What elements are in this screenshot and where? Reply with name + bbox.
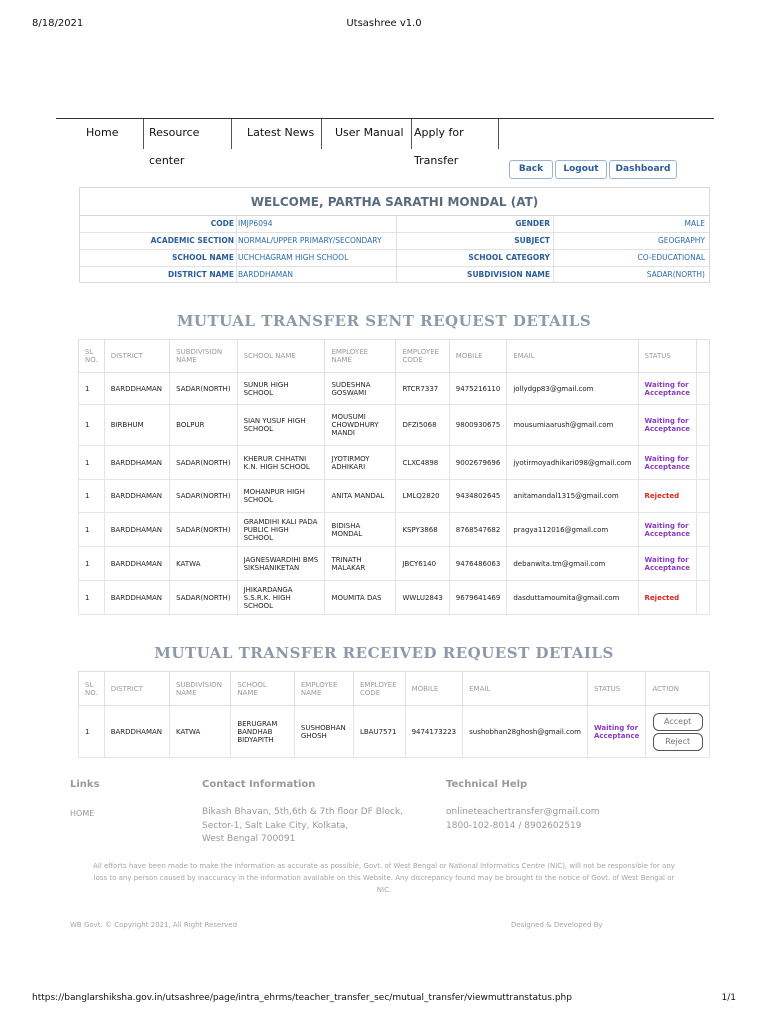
cell-sl: 1 (79, 405, 105, 446)
cell-school: KHERUR CHHATNI K.N. HIGH SCHOOL (237, 446, 325, 480)
cell-code: JBCY6140 (396, 547, 449, 581)
cell-sl: 1 (79, 581, 105, 615)
cell-district: BARDDHAMAN (104, 513, 169, 547)
cell-mobile: 9434802645 (449, 480, 507, 513)
cell-status: Rejected (638, 480, 696, 513)
col-sl-no: SL NO. (79, 672, 105, 706)
cell-subdivision: SADAR(NORTH) (170, 581, 237, 615)
cell-sl: 1 (79, 446, 105, 480)
cell-district: BARDDHAMAN (104, 373, 169, 405)
cell-district: BARDDHAMAN (104, 480, 169, 513)
nav-apply-for-transfer[interactable]: Apply for Transfer (412, 119, 499, 149)
cell-mobile: 9474173223 (405, 706, 463, 758)
cell-status: Waiting for Acceptance (638, 446, 696, 480)
cell-sl: 1 (79, 373, 105, 405)
welcome-heading: WELCOME, PARTHA SARATHI MONDAL (AT) (80, 188, 709, 216)
cell-action (646, 706, 710, 758)
print-url: https://banglarshiksha.gov.in/utsashree/page/intra_ehrms/teacher_transfer_sec/mutual_transfer/viewmuttranstatus.php (32, 993, 572, 1003)
table-row (79, 446, 710, 480)
col-spacer (696, 340, 709, 373)
cell-employee: ANITA MANDAL (325, 480, 396, 513)
cell-subdivision: SADAR(NORTH) (170, 373, 237, 405)
col-mobile: MOBILE (405, 672, 463, 706)
cell-subdivision: KATWA (170, 706, 231, 758)
cell-code: CLXC4898 (396, 446, 449, 480)
col-school-name: SCHOOL NAME (237, 340, 325, 373)
footer-contact-title: Contact Information (202, 779, 316, 790)
cell-subdivision: SADAR(NORTH) (170, 480, 237, 513)
cell-employee: BIDISHA MONDAL (325, 513, 396, 547)
cell-school: BERUGRAM BANDHAB BIDYAPITH (231, 706, 295, 758)
table-row (79, 706, 710, 758)
cell-school: GRAMDIHI KALI PADA PUBLIC HIGH SCHOOL (237, 513, 325, 547)
cell-employee: MOUMITA DAS (325, 581, 396, 615)
sent-requests-table (78, 339, 710, 615)
nav-user-manual[interactable]: User Manual (322, 119, 412, 149)
col-employee-name: EMPLOYEE NAME (325, 340, 396, 373)
profile-row (80, 233, 709, 250)
table-row (79, 405, 710, 446)
copyright-text: WB Govt. © Copyright 2021, All Right Reserved (70, 921, 238, 929)
code-label: CODE (210, 219, 234, 228)
col-email: EMAIL (463, 672, 588, 706)
cell-sl: 1 (79, 547, 105, 581)
cell-mobile: 9800930675 (449, 405, 507, 446)
cell-district: BIRBHUM (104, 405, 169, 446)
nav-latest-news[interactable]: Latest News (232, 119, 322, 149)
reject-button[interactable]: Reject (653, 733, 703, 751)
table-row (79, 373, 710, 405)
tech-phone: 1800-102-8014 / 8902602519 (446, 821, 582, 831)
col-employee-name: EMPLOYEE NAME (294, 672, 353, 706)
contact-line: Sector-1, Salt Lake City, Kolkata, (202, 821, 349, 831)
cell-status: Rejected (638, 581, 696, 615)
nav-home[interactable]: Home (56, 119, 144, 149)
subdivision-name-value: SADAR(NORTH) (646, 270, 705, 279)
accept-button[interactable]: Accept (653, 713, 703, 731)
cell-subdivision: BOLPUR (170, 405, 237, 446)
profile-row (80, 267, 709, 284)
col-email: EMAIL (507, 340, 638, 373)
cell-subdivision: SADAR(NORTH) (170, 446, 237, 480)
cell-code: WWLU2843 (396, 581, 449, 615)
col-sl-no: SL NO. (79, 340, 105, 373)
cell-mobile: 9475216110 (449, 373, 507, 405)
cell-employee: SUSHOBHAN GHOSH (294, 706, 353, 758)
school-name-value: UCHCHAGRAM HIGH SCHOOL (238, 253, 349, 262)
received-requests-table (78, 671, 710, 758)
print-date: 8/18/2021 (32, 18, 84, 29)
contact-line: Bikash Bhavan, 5th,6th & 7th floor DF Block, (202, 807, 403, 817)
subject-value: GEOGRAPHY (657, 236, 705, 245)
logout-button[interactable]: Logout (555, 160, 607, 179)
cell-code: KSPY3868 (396, 513, 449, 547)
cell-sl: 1 (79, 480, 105, 513)
cell-subdivision: KATWA (170, 547, 237, 581)
cell-subdivision: SADAR(NORTH) (170, 513, 237, 547)
cell-mobile: 9476486063 (449, 547, 507, 581)
cell-employee: MOUSUMI CHOWDHURY MANDI (325, 405, 396, 446)
gender-value: MALE (684, 219, 705, 228)
cell-code: LMLQ2820 (396, 480, 449, 513)
back-button[interactable]: Back (509, 160, 553, 179)
profile-row (80, 250, 709, 267)
academic-section-value: NORMAL/UPPER PRIMARY/SECONDARY (238, 236, 382, 245)
contact-line: West Bengal 700091 (202, 834, 296, 844)
cell-mobile: 9002679696 (449, 446, 507, 480)
subject-label: SUBJECT (514, 236, 550, 245)
print-title: Utsashree v1.0 (346, 18, 422, 29)
main-nav (56, 118, 714, 167)
cell-status: Waiting for Acceptance (587, 706, 645, 758)
cell-email: dasduttamoumita@gmail.com (507, 581, 638, 615)
cell-district: BARDDHAMAN (104, 581, 169, 615)
print-footer (32, 993, 736, 1007)
cell-code: LBAU7571 (353, 706, 405, 758)
school-name-label: SCHOOL NAME (172, 253, 234, 262)
profile-panel (79, 187, 710, 283)
disclaimer-text: All efforts have been made to make the information as accurate as possible, Govt. of West Bengal or National Informatics Centre (NIC), will not be responsible for any loss to any person caused by inaccuracy in the information available on this Website. Any discrepancy found may be brought to the notice of Govt. of West Bengal or NIC. (93, 862, 675, 894)
col-status: STATUS (638, 340, 696, 373)
col-district: DISTRICT (104, 340, 169, 373)
cell-sl: 1 (79, 513, 105, 547)
cell-school: SIAN YUSUF HIGH SCHOOL (237, 405, 325, 446)
profile-row (80, 216, 709, 233)
col-action: ACTION (646, 672, 710, 706)
col-employee-code: EMPLOYEE CODE (353, 672, 405, 706)
designed-by-text: Designed & Developed By (511, 921, 603, 929)
cell-district: BARDDHAMAN (104, 547, 169, 581)
cell-status: Waiting for Acceptance (638, 513, 696, 547)
table-row (79, 480, 710, 513)
col-subdivision: SUBDIVISION NAME (170, 340, 237, 373)
code-value: IMJP6094 (238, 219, 273, 228)
action-bar (0, 160, 768, 180)
cell-email: jyotirmoyadhikari098@gmail.com (507, 446, 638, 480)
print-header (32, 18, 736, 32)
received-section-title: MUTUAL TRANSFER RECEIVED REQUEST DETAILS (154, 644, 614, 662)
col-employee-code: EMPLOYEE CODE (396, 340, 449, 373)
cell-district: BARDDHAMAN (104, 706, 169, 758)
school-category-value: CO-EDUCATIONAL (637, 253, 705, 262)
cell-school: JHIKARDANGA S.S.R.K. HIGH SCHOOL (237, 581, 325, 615)
col-subdivision: SUBDIVISION NAME (170, 672, 231, 706)
cell-school: MOHANPUR HIGH SCHOOL (237, 480, 325, 513)
academic-section-label: ACADEMIC SECTION (150, 236, 234, 245)
cell-mobile: 9679641469 (449, 581, 507, 615)
cell-status: Waiting for Acceptance (638, 373, 696, 405)
table-header-row (79, 340, 710, 373)
cell-email: anitamandal1315@gmail.com (507, 480, 638, 513)
district-name-label: DISTRICT NAME (168, 270, 234, 279)
footer-tech-title: Technical Help (446, 779, 528, 790)
cell-email: debanwita.tm@gmail.com (507, 547, 638, 581)
nav-resource-center[interactable]: Resource center (144, 119, 232, 149)
col-school-name: SCHOOL NAME (231, 672, 295, 706)
dashboard-button[interactable]: Dashboard (609, 160, 677, 179)
cell-mobile: 8768547682 (449, 513, 507, 547)
cell-district: BARDDHAMAN (104, 446, 169, 480)
cell-email: mousumiaarush@gmail.com (507, 405, 638, 446)
cell-sl: 1 (79, 706, 105, 758)
cell-status: Waiting for Acceptance (638, 405, 696, 446)
sent-section-title: MUTUAL TRANSFER SENT REQUEST DETAILS (176, 312, 592, 330)
table-row (79, 513, 710, 547)
tech-email-link[interactable]: onlineteachertransfer@gmail.com (446, 807, 600, 817)
col-district: DISTRICT (104, 672, 169, 706)
footer-home-link[interactable]: HOME (70, 809, 95, 818)
cell-email: pragya112016@gmail.com (507, 513, 638, 547)
cell-code: DFZI5068 (396, 405, 449, 446)
district-name-value: BARDDHAMAN (238, 270, 294, 279)
cell-employee: JYOTIRMOY ADHIKARI (325, 446, 396, 480)
cell-school: SUNUR HIGH SCHOOL (237, 373, 325, 405)
cell-code: RTCR7337 (396, 373, 449, 405)
print-page-number: 1/1 (721, 993, 736, 1003)
gender-label: GENDER (515, 219, 550, 228)
footer-links-title: Links (70, 779, 100, 790)
table-row (79, 581, 710, 615)
table-row (79, 547, 710, 581)
cell-status: Waiting for Acceptance (638, 547, 696, 581)
cell-employee: SUDESHNA GOSWAMI (325, 373, 396, 405)
col-mobile: MOBILE (449, 340, 507, 373)
cell-email: jollydgp83@gmail.com (507, 373, 638, 405)
cell-employee: TRINATH MALAKAR (325, 547, 396, 581)
school-category-label: SCHOOL CATEGORY (468, 253, 550, 262)
cell-school: JAGNESWARDIHI BMS SIKSHANIKETAN (237, 547, 325, 581)
col-status: STATUS (587, 672, 645, 706)
table-header-row (79, 672, 710, 706)
cell-email: sushobhan28ghosh@gmail.com (463, 706, 588, 758)
subdivision-name-label: SUBDIVISION NAME (467, 270, 550, 279)
